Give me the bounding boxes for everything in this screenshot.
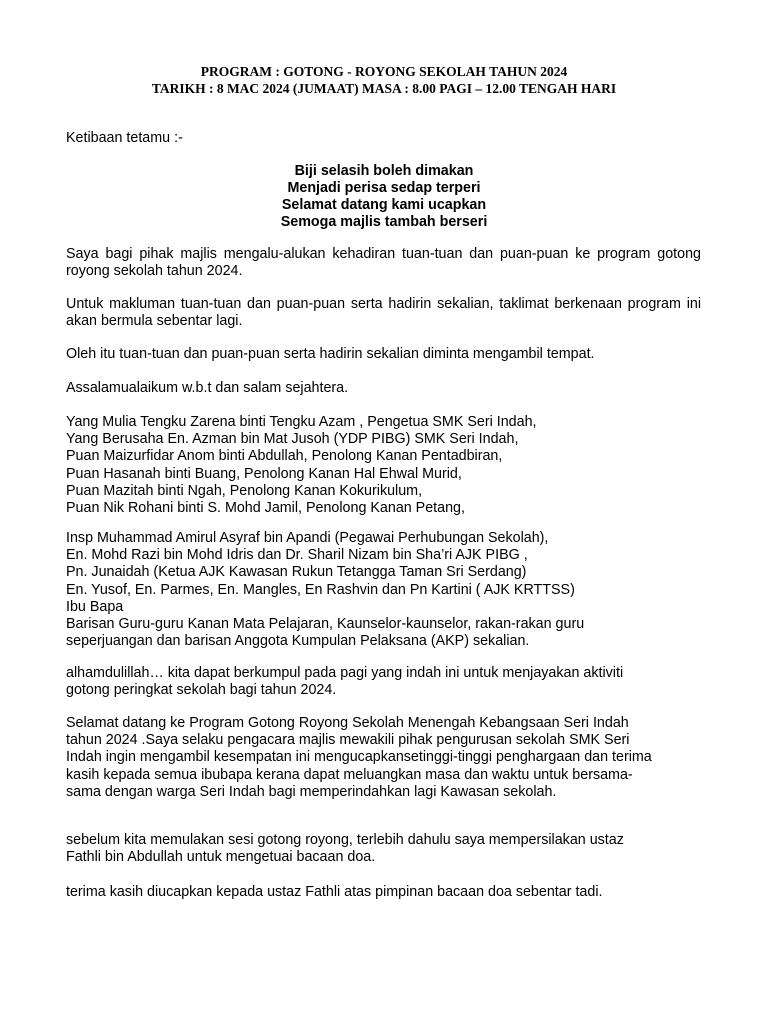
pantun-line: Biji selasih boleh dimakan	[294, 163, 474, 179]
dignitary-item: Puan Maizurfidar Anom binti Abdullah, Penolong Kanan Pentadbiran,	[66, 448, 503, 465]
program-header	[0, 63, 768, 97]
guest-item: En. Mohd Razi bin Mohd Idris dan Dr. Sharil Nizam bin Sha’ri AJK PIBG ,	[66, 547, 528, 564]
text-line: Indah ingin mengambil kesempatan ini mengucapkansetinggi-tinggi penghargaan dan terima	[66, 749, 652, 766]
guest-item: Pn. Junaidah (Ketua AJK Kawasan Rukun Tetangga Taman Sri Serdang)	[66, 564, 527, 581]
pantun-line: Selamat datang kami ucapkan	[281, 197, 487, 213]
dignitary-item: Puan Mazitah binti Ngah, Penolong Kanan Kokurikulum,	[66, 482, 423, 499]
paragraph-alhamdulillah	[66, 665, 701, 699]
dignitaries-list	[66, 414, 701, 517]
paragraph-welcome-program	[66, 715, 701, 801]
dignitary-item: Puan Hasanah binti Buang, Penolong Kanan Hal Ehwal Murid,	[66, 465, 462, 482]
text-line: alhamdulillah… kita dapat berkumpul pada pagi yang indah ini untuk menjayakan aktiviti	[66, 665, 624, 681]
guest-item: Insp Muhammad Amirul Asyraf bin Apandi (Pegawai Perhubungan Sekolah),	[66, 530, 549, 546]
text-line: gotong peringkat sekolah bagi tahun 2024.	[66, 682, 337, 699]
pantun-verse	[0, 163, 768, 231]
dignitary-item: Puan Nik Rohani binti S. Mohd Jamil, Penolong Kanan Petang,	[66, 500, 465, 517]
guest-item: Barisan Guru-guru Kanan Mata Pelajaran, Kaunselor-kaunselor, rakan-rakan guru	[66, 616, 585, 633]
dignitary-item: Yang Mulia Tengku Zarena binti Tengku Azam , Pengetua SMK Seri Indah,	[66, 414, 537, 430]
text-line: kasih kepada semua ibubapa kerana dapat meluangkan masa dan waktu untuk bersama-	[66, 766, 633, 783]
paragraph-prayer-invite	[66, 832, 701, 866]
paragraph-thanks: terima kasih diucapkan kepada ustaz Fathli atas pimpinan bacaan doa sebentar tadi.	[66, 884, 603, 900]
text-line: Fathli bin Abdullah untuk mengetuai bacaan doa.	[66, 849, 376, 866]
greeting-line: Ketibaan tetamu :-	[66, 130, 183, 146]
guests-list	[66, 530, 701, 650]
paragraph-take-seats: Oleh itu tuan-tuan dan puan-puan serta hadirin sekalian diminta mengambil tempat.	[66, 346, 595, 362]
guest-item: seperjuangan dan barisan Anggota Kumpulan Pelaksana (AKP) sekalian.	[66, 633, 530, 650]
guest-item: Ibu Bapa	[66, 598, 124, 615]
paragraph-salam: Assalamualaikum w.b.t dan salam sejahtera.	[66, 380, 349, 396]
text-line: Selamat datang ke Program Gotong Royong Sekolah Menengah Kebangsaan Seri Indah	[66, 715, 629, 731]
text-line: sebelum kita memulakan sesi gotong royong, terlebih dahulu saya mempersilakan ustaz	[66, 832, 624, 848]
dignitary-item: Yang Berusaha En. Azman bin Mat Jusoh (YDP PIBG) SMK Seri Indah,	[66, 431, 519, 448]
header-program-title: PROGRAM : GOTONG - ROYONG SEKOLAH TAHUN 2024	[200, 64, 568, 79]
text-line: tahun 2024 .Saya selaku pengacara majlis mewakili pihak pengurusan sekolah SMK Seri	[66, 732, 630, 749]
pantun-line: Semoga majlis tambah berseri	[280, 214, 488, 230]
header-date-time: TARIKH : 8 MAC 2024 (JUMAAT) MASA : 8.00 PAGI – 12.00 TENGAH HARI	[151, 81, 617, 96]
pantun-line: Menjadi perisa sedap terperi	[287, 180, 481, 196]
guest-item: En. Yusof, En. Parmes, En. Mangles, En Rashvin dan Pn Kartini ( AJK KRTTSS)	[66, 581, 575, 598]
text-line: sama dengan warga Seri Indah bagi memperindahkan lagi Kawasan sekolah.	[66, 783, 557, 800]
paragraph-briefing: Untuk makluman tuan-tuan dan puan-puan serta hadirin sekalian, taklimat berkenaan program ini akan bermula sebentar lagi.	[66, 296, 701, 330]
paragraph-welcome-intro: Saya bagi pihak majlis mengalu-alukan kehadiran tuan-tuan dan puan-puan ke program gotong royong sekolah tahun 2024.	[66, 246, 701, 280]
